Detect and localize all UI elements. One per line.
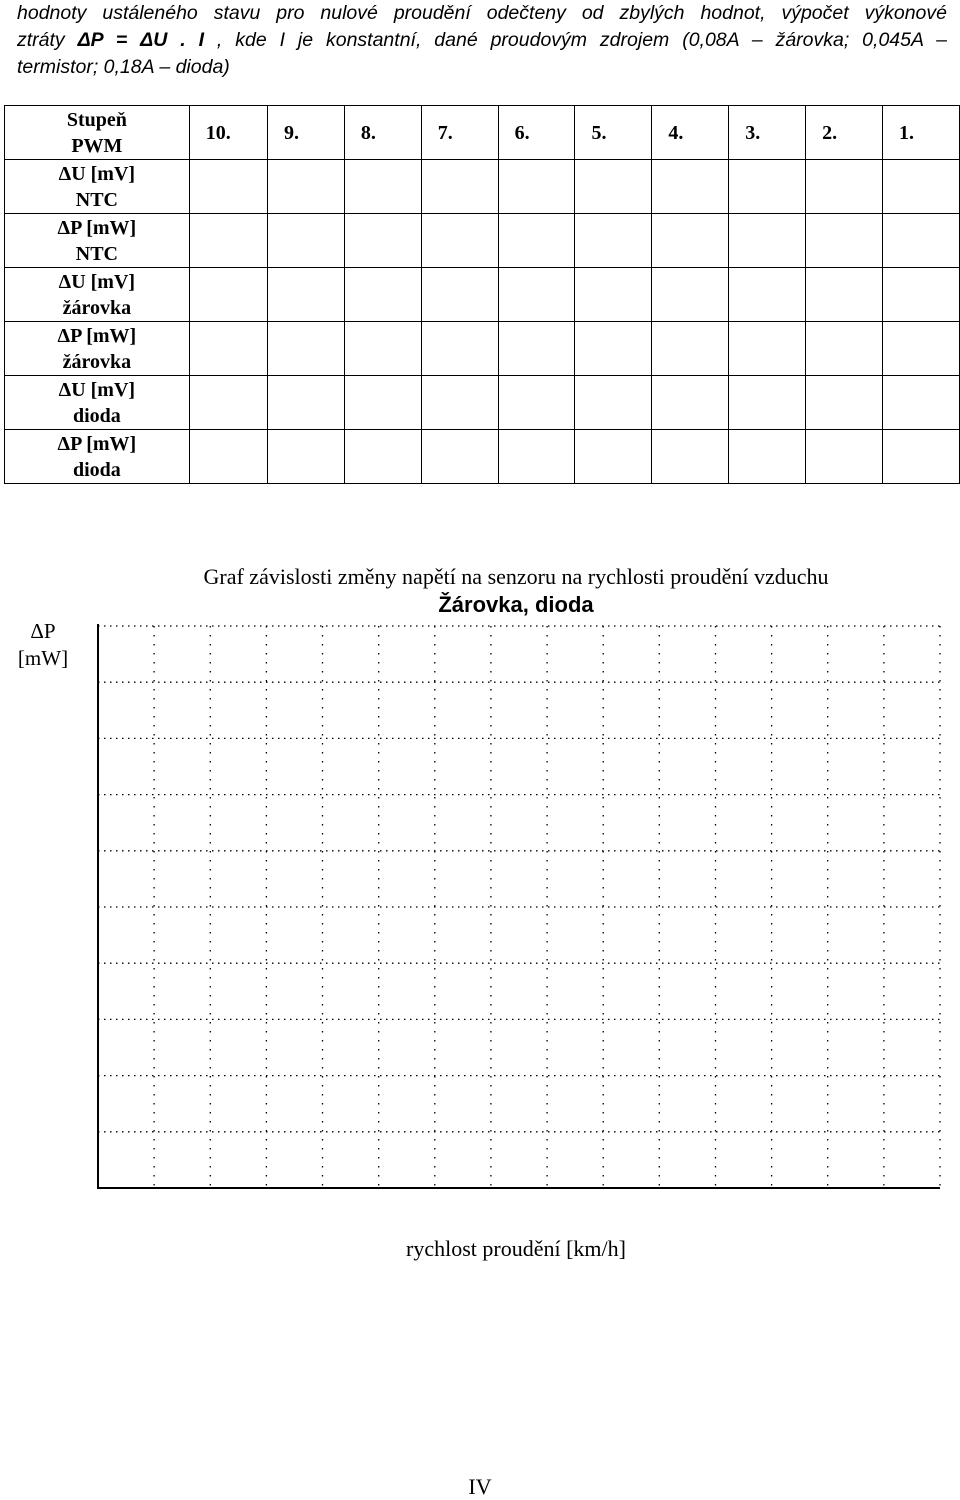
pwm-step-cell: 6.	[498, 106, 575, 160]
row-label-line: ΔP [mW]	[57, 325, 137, 347]
pwm-step-cell: 8.	[344, 106, 421, 160]
pwm-step-header-line: Stupeň	[66, 109, 127, 131]
pwm-step-cell: 1.	[882, 106, 959, 160]
row-label-line: dioda	[72, 459, 121, 481]
x-axis-label: rychlost proudění [km/h]	[406, 1236, 626, 1261]
row-label-line: ΔP [mW]	[57, 433, 137, 455]
row-label-line: ΔU [mV]	[58, 271, 136, 293]
page-number: IV	[468, 1474, 492, 1499]
pwm-step-cell: 4.	[652, 106, 729, 160]
row-label-line: dioda	[72, 405, 121, 427]
intro-line-2-prefix: ztráty	[17, 29, 78, 51]
pwm-step-cell: 5.	[575, 106, 652, 160]
y-axis-label-line-1: ΔP	[30, 619, 56, 643]
intro-line-3: termistor; 0,18A – dioda)	[17, 56, 230, 78]
intro-line-1: hodnoty ustáleného stavu pro nulové proudění odečteny od zbylých hodnot, výpočet výkonové	[17, 2, 947, 24]
graph-subtitle: Žárovka, dioda	[438, 592, 594, 617]
pwm-step-cell: 2.	[806, 106, 883, 160]
power-formula: ΔP = ΔU . I	[77, 29, 204, 51]
graph-title: Graf závislosti změny napětí na senzoru na rychlosti proudění vzduchu	[203, 564, 829, 589]
row-label-line: ΔU [mV]	[58, 163, 136, 185]
pwm-step-cell: 9.	[267, 106, 344, 160]
row-label-line: žárovka	[62, 297, 132, 319]
row-label-line: žárovka	[62, 351, 132, 373]
pwm-step-cell: 10.	[189, 106, 267, 160]
row-label-line: NTC	[75, 189, 118, 211]
pwm-step-cell: 7.	[421, 106, 498, 160]
y-axis-label-line-2: [mW]	[17, 646, 69, 670]
pwm-step-cell: 3.	[729, 106, 806, 160]
row-label-line: ΔP [mW]	[57, 217, 137, 239]
row-label-line: NTC	[75, 243, 118, 265]
intro-line-2-suffix: , kde I je konstantní, dané proudovým zdrojem (0,08A – žárovka; 0,045A –	[204, 29, 948, 51]
pwm-step-header-line: PWM	[71, 135, 123, 157]
grid-lines	[98, 626, 940, 1188]
row-label-line: ΔU [mV]	[58, 379, 136, 401]
